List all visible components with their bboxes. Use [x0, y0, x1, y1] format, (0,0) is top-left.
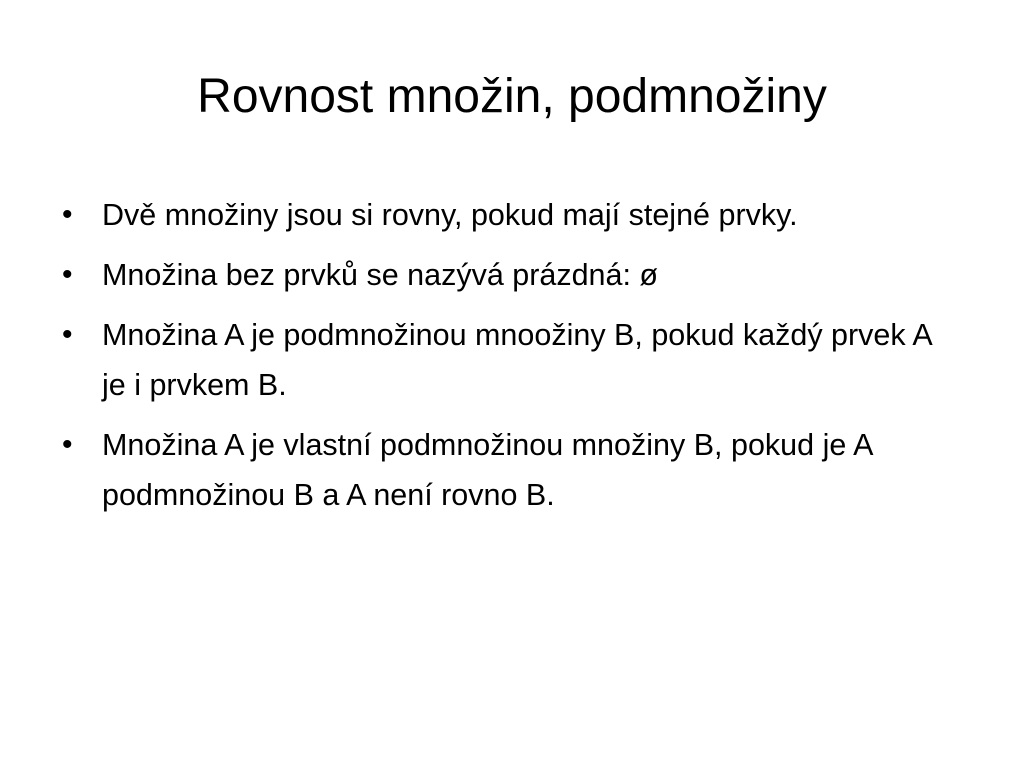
bullet-dot-icon: •	[62, 198, 73, 231]
bullet-item	[62, 310, 962, 410]
bullet-dot-icon: •	[62, 258, 73, 291]
bullet-item	[62, 420, 962, 520]
bullet-item	[62, 190, 962, 240]
bullet-dot-icon: •	[62, 428, 73, 461]
bullet-text: Množina A je vlastní podmnožinou množiny B, pokud je A podmnožinou B a A není rovno B.	[102, 428, 872, 512]
bullet-text: Množina bez prvků se nazývá prázdná: ø	[102, 258, 659, 292]
bullet-text: Množina A je podmnožinou mnoožiny B, pokud každý prvek A je i prvkem B.	[102, 318, 932, 402]
bullet-item	[62, 250, 962, 300]
bullet-text: Dvě množiny jsou si rovny, pokud mají stejné prvky.	[102, 198, 798, 232]
bullet-list	[62, 190, 962, 530]
bullet-dot-icon: •	[62, 318, 73, 351]
slide-title: Rovnost množin, podmnožiny	[197, 70, 827, 123]
